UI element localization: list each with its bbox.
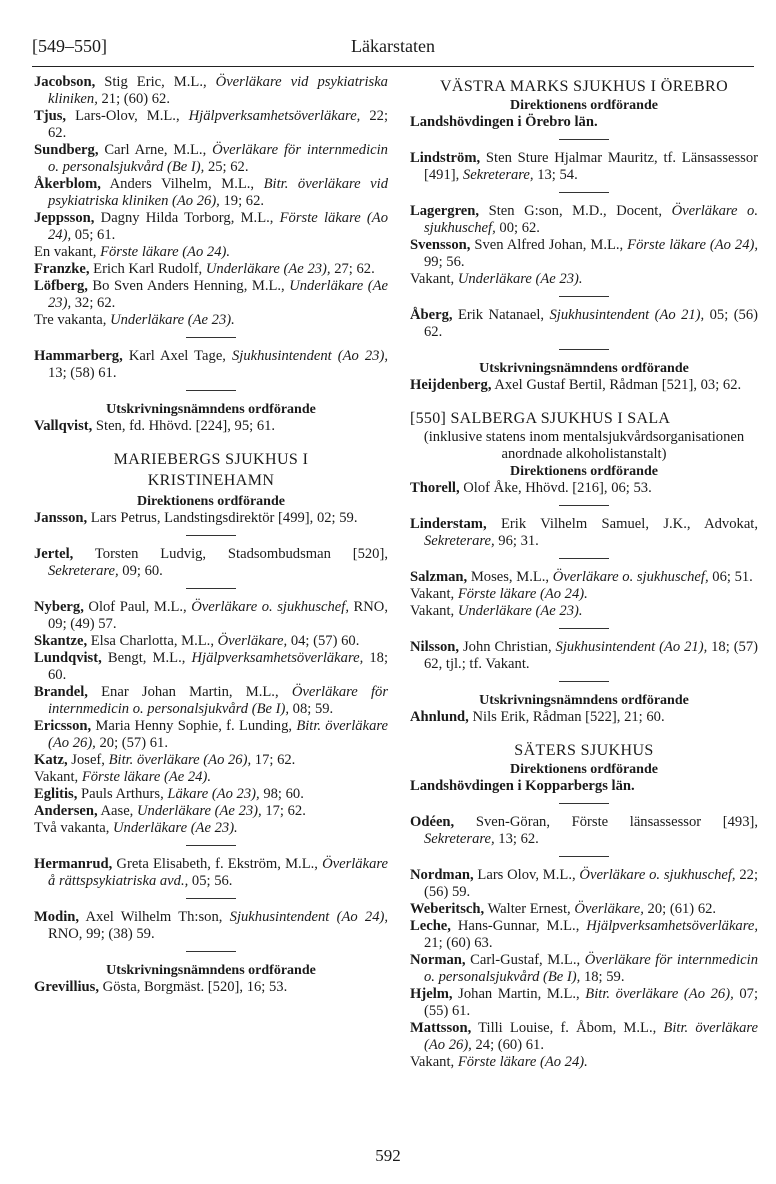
section-subheading: Direktionens ordförande — [137, 494, 285, 509]
divider — [186, 588, 236, 589]
entry-name: Salzman, — [410, 569, 468, 585]
entry-name: Ahnlund, — [410, 709, 469, 725]
entry-role: Överläkare vid psykiatriska kliniken, — [48, 74, 388, 107]
entry-role: Förste läkare (Ao 24), — [48, 210, 388, 243]
entry-rest: Elsa Charlotta, M.L., — [87, 633, 218, 649]
entry-rest: Tilli Louise, f. Åbom, M.L., — [471, 1020, 664, 1036]
entry-rest: En vakant, — [34, 244, 101, 260]
entry-name: Tjus, — [34, 108, 67, 124]
entry-tail: 21; (60) 62. — [97, 91, 170, 107]
entry-text — [34, 820, 388, 837]
entry-rest: Vakant, — [410, 603, 458, 619]
entry-text — [34, 546, 388, 580]
entry-tail: 05; (56) 62. — [424, 307, 759, 340]
page-number: 592 — [375, 1146, 401, 1165]
entry-tail: 99; 56. — [424, 254, 465, 270]
entry-rest: Maria Henny Sophie, f. Lunding, — [91, 718, 297, 734]
divider — [559, 192, 609, 193]
entry-tail: 24; (60) 61. — [471, 1037, 544, 1053]
entry-text — [410, 480, 758, 497]
entry-jertel — [34, 546, 388, 580]
divider — [186, 390, 236, 391]
entry-role: Sekreterare, — [424, 533, 495, 549]
entry-role: Överläkare o. sjukhuschef, — [191, 599, 349, 615]
entry-text — [34, 752, 388, 769]
entry-name: Weberitsch, — [410, 901, 485, 917]
entry-name: Jacobson, — [34, 74, 96, 90]
entry-role: Underläkare (Ae 23). — [457, 271, 583, 287]
entry-text — [410, 1054, 758, 1071]
entry-name: Jeppsson, — [34, 210, 95, 226]
entry-name: Löfberg, — [34, 278, 88, 294]
entry-linderstam — [410, 516, 758, 550]
entry-tail: 17; 62. — [261, 803, 306, 819]
entry-rest: Carl-Gustaf, M.L., — [465, 952, 585, 968]
entry-name: Jansson, — [34, 510, 88, 526]
entry-role: Sekreterare, — [462, 167, 534, 183]
entry-tail: 32; 62. — [71, 295, 116, 311]
entry-modin — [34, 909, 388, 943]
entry-rest: Carl Arne, M.L., — [98, 142, 213, 158]
entry-jansson — [34, 510, 388, 527]
entry-rest: Nils Erik, Rådman [522], 21; 60. — [468, 709, 665, 725]
entry-tail: 18; 60. — [48, 650, 389, 683]
entry-role: Underläkare (Ae 23). — [110, 312, 235, 328]
entry-text — [34, 599, 388, 633]
entry-vallqvist — [34, 418, 388, 435]
divider — [559, 856, 609, 857]
section-title: MARIEBERGS SJUKHUS I — [113, 451, 309, 468]
section-subheading: Utskrivningsnämndens ordförande — [479, 693, 689, 708]
entry-tail: 13; 62. — [494, 831, 539, 847]
entry-rest: Erik Vilhelm Samuel, J.K., Advokat, — [486, 516, 758, 532]
divider — [186, 337, 236, 338]
entry-rest: Tre vakanta, — [34, 312, 111, 328]
entry-role: Förste läkare (Ae 24). — [81, 769, 211, 785]
entry-text — [410, 639, 758, 673]
entry-text — [34, 210, 388, 244]
entry-name: Eglitis, — [34, 786, 78, 802]
entry-name: Franzke, — [34, 261, 90, 277]
entry-name: Katz, — [34, 752, 68, 768]
divider — [559, 628, 609, 629]
entry-rest: Enar Johan Martin, M.L., — [87, 684, 292, 700]
entry-rest: Hans-Gunnar, M.L., — [450, 918, 587, 934]
entry-role: Underläkare (Ae 23), — [48, 278, 388, 311]
entry-rest: Vakant, — [410, 1054, 458, 1070]
entry-name: Lundqvist, — [34, 650, 102, 666]
entry-role: Hjälpverksamhetsöverläkare, — [586, 918, 758, 934]
entry-role: Förste läkare (Ao 24), — [627, 237, 758, 253]
entry-text — [34, 684, 388, 718]
entry-rest: Lars Petrus, Landstingsdirektör [499], 02; 59. — [87, 510, 358, 526]
section-title-cont: KRISTINEHAMN — [147, 472, 275, 489]
section-subheading: Direktionens ordförande — [510, 762, 658, 777]
entry-tail: 00; 62. — [495, 220, 540, 236]
entry-role: Sjukhusintendent (Ao 23), — [232, 348, 388, 364]
section-subheading: Utskrivningsnämndens ordförande — [106, 963, 316, 978]
entry-tail: 20; (61) 62. — [643, 901, 717, 917]
chair-line: Landshövdingen i Örebro län. — [410, 114, 598, 130]
entry-rest: Dagny Hilda Torborg, M.L., — [94, 210, 280, 226]
chair-line: Landshövdingen i Kopparbergs län. — [410, 778, 635, 794]
entry-rest: Torsten Ludvig, Stadsombudsman [520], — [73, 546, 388, 562]
right-column — [410, 74, 758, 1071]
entry-name: Hermanrud, — [34, 856, 113, 872]
entry-text — [410, 709, 758, 726]
entry-role: Förste läkare (Ao 24). — [457, 1054, 588, 1070]
entry-role: Bitr. överläkare (Ao 26), — [48, 718, 388, 751]
section-title: VÄSTRA MARKS SJUKHUS I ÖREBRO — [439, 78, 729, 95]
entry-text — [34, 633, 388, 650]
entry-role: Sjukhusintendent (Ao 21), — [549, 307, 705, 323]
entry-rest: Sven-Göran, Förste länsassessor [493], — [454, 814, 758, 830]
entry-name: Grevillius, — [34, 979, 100, 995]
entry-grevillius — [34, 979, 388, 996]
entry-text — [34, 856, 388, 890]
divider — [186, 951, 236, 952]
entry-rest: Walter Ernest, — [484, 901, 575, 917]
entry-text — [410, 516, 758, 550]
entry-name: Jertel, — [34, 546, 74, 562]
entry-name: Thorell, — [410, 480, 460, 496]
entry-text — [410, 867, 758, 901]
entry-name: Nyberg, — [34, 599, 84, 615]
entry-rest: Två vakanta, — [34, 820, 114, 836]
entry-name: Andersen, — [34, 803, 98, 819]
entry-text — [34, 261, 388, 278]
entry-text — [410, 952, 758, 986]
entry-text — [34, 74, 388, 108]
entry-nilsson — [410, 639, 758, 673]
entry-name: Nilsson, — [410, 639, 460, 655]
running-title: Läkarstaten — [351, 36, 435, 56]
entry-name: Vallqvist, — [34, 418, 93, 434]
entry-group — [410, 203, 758, 288]
entry-role: Bitr. överläkare (Ao 26), — [108, 752, 252, 768]
entry-rest: Olof Åke, Hhövd. [216], 06; 53. — [459, 480, 652, 496]
entry-text — [34, 718, 388, 752]
entry-name: Heijdenberg, — [410, 377, 492, 393]
section-title: SÄTERS SJUKHUS — [514, 742, 654, 759]
entry-tail: 98; 60. — [259, 786, 304, 802]
entry-role: Överläkare o. sjukhuschef, — [552, 569, 709, 585]
entry-text — [410, 307, 758, 341]
entry-group — [34, 599, 388, 837]
entry-role: Överläkare, — [217, 633, 288, 649]
entry-name: Hammarberg, — [34, 348, 123, 364]
entry-role: Förste läkare (Ao 24). — [100, 244, 231, 260]
entry-rest: Erich Karl Rudolf, — [89, 261, 206, 277]
divider — [559, 558, 609, 559]
section-subheading: Utskrivningsnämndens ordförande — [479, 361, 689, 376]
entry-text — [410, 814, 758, 848]
entry-rest: Axel Wilhelm Th:son, — [79, 909, 230, 925]
entry-name: Odéen, — [410, 814, 455, 830]
entry-name: Hjelm, — [410, 986, 453, 1002]
entry-text — [410, 901, 758, 918]
entry-tail: 04; (57) 60. — [287, 633, 360, 649]
entry-rest: Josef, — [67, 752, 109, 768]
entry-tail: 96; 31. — [494, 533, 539, 549]
entry-text — [410, 271, 758, 288]
entry-tail: 22; 62. — [48, 108, 388, 141]
entry-rest: Stig Eric, M.L., — [95, 74, 216, 90]
entry-role: Underläkare (Ae 23). — [457, 603, 583, 619]
entry-role: Överläkare för internmedicin o. personalsjukvård (Be I), — [48, 684, 389, 717]
entry-text — [410, 377, 758, 394]
section-note: (inklusive statens inom mentalsjukvårdsorganisationen anordnade alkoholistanstalt) — [423, 429, 745, 462]
entry-group — [410, 867, 758, 1071]
entry-tail: 25; 62. — [204, 159, 249, 175]
section-title: [550] SALBERGA SJUKHUS I SALA — [410, 410, 671, 427]
entry-text — [34, 244, 388, 261]
entry-name: Lagergren, — [410, 203, 480, 219]
entry-rest: Lars Olov, M.L., — [473, 867, 580, 883]
entry-heijdenberg — [410, 377, 758, 394]
entry-text — [410, 569, 758, 586]
entry-rest: Greta Elisabeth, f. Ekström, M.L., — [112, 856, 323, 872]
entry-text — [410, 1020, 758, 1054]
entry-name: Åberg, — [410, 307, 453, 323]
divider — [186, 845, 236, 846]
entry-rest: Aase, — [97, 803, 137, 819]
divider — [559, 139, 609, 140]
entry-tail: 09; 60. — [118, 563, 163, 579]
entry-text — [34, 979, 388, 996]
entry-role: Sekreterare, — [48, 563, 119, 579]
entry-rest: Lars-Olov, M.L., — [66, 108, 189, 124]
entry-text — [34, 142, 388, 176]
entry-tail: 18; (57) 62, tjl.; tf. Vakant. — [424, 639, 759, 672]
entry-name: Åkerblom, — [34, 176, 101, 192]
entry-text — [34, 803, 388, 820]
entry-ahnlund — [410, 709, 758, 726]
entry-role: Överläkare o. sjukhuschef, — [424, 203, 758, 236]
entry-role: Läkare (Ao 23), — [167, 786, 260, 802]
entry-text — [34, 418, 388, 435]
entry-rest: Pauls Arthurs, — [77, 786, 168, 802]
entry-rest: Bengt, M.L., — [101, 650, 192, 666]
entry-name: Ericsson, — [34, 718, 92, 734]
divider — [559, 505, 609, 506]
entry-name: Linderstam, — [410, 516, 487, 532]
entry-tail: 05; 56. — [188, 873, 233, 889]
entry-text — [34, 348, 388, 382]
entry-tail: 13; 54. — [533, 167, 578, 183]
entry-role: Bitr. överläkare vid psykiatriska kliniken (Ao 26), — [48, 176, 388, 209]
entry-rest: Vakant, — [410, 271, 458, 287]
entry-role: Hjälpverksamhetsöverläkare, — [191, 650, 364, 666]
page-header — [32, 36, 754, 62]
entry-aberg — [410, 307, 758, 341]
entry-tail: 13; (58) 61. — [48, 365, 117, 381]
entry-text — [410, 586, 758, 603]
entry-rest: Erik Natanael, — [452, 307, 550, 323]
entry-tail: 20; (57) 61. — [95, 735, 168, 751]
divider — [559, 681, 609, 682]
entry-rest: Sten, fd. Hhövd. [224], 95; 61. — [92, 418, 276, 434]
entry-role: Överläkare o. sjukhuschef, — [579, 867, 736, 883]
entry-tail: 19; 62. — [219, 193, 265, 209]
entry-rest: Sten G:son, M.D., Docent, — [479, 203, 672, 219]
entry-text — [34, 312, 388, 329]
entry-text — [34, 176, 388, 210]
entry-rest: Olof Paul, M.L., — [83, 599, 192, 615]
entry-tail: 18; 59. — [580, 969, 625, 985]
entry-rest: Vakant, — [34, 769, 82, 785]
divider — [559, 803, 609, 804]
entry-text — [34, 909, 388, 943]
divider — [559, 296, 609, 297]
entry-tail: 17; 62. — [251, 752, 296, 768]
section-subheading: Direktionens ordförande — [510, 464, 658, 479]
entry-tail: 21; (60) 63. — [424, 935, 493, 951]
entry-role: Sjukhusintendent (Ao 21), — [555, 639, 708, 655]
entry-name: Nordman, — [410, 867, 474, 883]
entry-rest: Gösta, Borgmäst. [520], 16; 53. — [99, 979, 288, 995]
entry-tail: 22; (56) 59. — [424, 867, 759, 900]
entry-text — [34, 278, 388, 312]
page-range: [549–550] — [32, 36, 107, 56]
entry-name: Leche, — [410, 918, 451, 934]
entry-thorell — [410, 480, 758, 497]
entry-name: Brandel, — [34, 684, 88, 700]
entry-hammarberg — [34, 348, 388, 382]
entry-text — [34, 108, 388, 142]
entry-name: Lindström, — [410, 150, 481, 166]
entry-text — [410, 986, 758, 1020]
entry-odeen — [410, 814, 758, 848]
entry-tail: RNO, 09; (49) 57. — [48, 599, 388, 632]
entry-rest: Axel Gustaf Bertil, Rådman [521], 03; 62. — [491, 377, 742, 393]
entry-group — [34, 74, 388, 329]
entry-role: Bitr. överläkare (Ao 26), — [424, 1020, 758, 1053]
entry-lindstrom — [410, 150, 758, 184]
entry-tail: 07; (55) 61. — [424, 986, 758, 1019]
entry-role: Överläkare för internmedicin o. personalsjukvård (Be I), — [424, 952, 758, 985]
entry-role: Överläkare, — [574, 901, 644, 917]
entry-role: Bitr. överläkare (Ao 26), — [585, 986, 734, 1002]
entry-text — [410, 918, 758, 952]
entry-name: Mattsson, — [410, 1020, 472, 1036]
entry-name: Svensson, — [410, 237, 471, 253]
entry-role: Underläkare (Ae 23), — [136, 803, 262, 819]
entry-rest: Karl Axel Tage, — [122, 348, 232, 364]
entry-group — [410, 569, 758, 620]
entry-text — [410, 603, 758, 620]
entry-role: Underläkare (Ae 23). — [113, 820, 238, 836]
entry-role: Underläkare (Ae 23), — [205, 261, 331, 277]
entry-role: Sjukhusintendent (Ao 24), — [229, 909, 388, 925]
entry-tail: 06; 51. — [708, 569, 753, 585]
entry-text — [34, 650, 388, 684]
entry-rest: Moses, M.L., — [467, 569, 553, 585]
entry-name: Skantze, — [34, 633, 88, 649]
left-column — [34, 74, 388, 996]
entry-hermanrud — [34, 856, 388, 890]
entry-tail: 27; 62. — [330, 261, 375, 277]
divider — [186, 535, 236, 536]
entry-rest: Vakant, — [410, 586, 458, 602]
header-rule — [32, 66, 754, 67]
entry-role: Överläkare å rättspsykiatriska avd., — [48, 856, 388, 889]
entry-role: Överläkare för internmedicin o. personalsjukvård (Be I), — [48, 142, 388, 175]
divider — [186, 898, 236, 899]
entry-tail: 05; 61. — [71, 227, 116, 243]
section-subheading: Direktionens ordförande — [510, 98, 658, 113]
entry-text — [34, 510, 388, 527]
entry-role: Förste läkare (Ao 24). — [457, 586, 588, 602]
entry-name: Sundberg, — [34, 142, 99, 158]
entry-rest: John Christian, — [459, 639, 556, 655]
entry-role: Sekreterare, — [424, 831, 495, 847]
entry-text — [34, 769, 388, 786]
entry-rest: Bo Sven Anders Henning, M.L., — [87, 278, 290, 294]
entry-role: Hjälpverksamhetsöverläkare, — [188, 108, 361, 124]
entry-text — [410, 150, 758, 184]
entry-text — [410, 237, 758, 271]
entry-text — [410, 203, 758, 237]
entry-text — [34, 786, 388, 803]
entry-rest: Sten Sture Hjalmar Mauritz, tf. Länsassessor [491], — [424, 150, 758, 183]
entry-tail: 08; 59. — [289, 701, 334, 717]
entry-rest: Johan Martin, M.L., — [452, 986, 586, 1002]
entry-rest: Sven Alfred Johan, M.L., — [470, 237, 628, 253]
section-subheading: Utskrivningsnämndens ordförande — [106, 402, 316, 417]
entry-name: Norman, — [410, 952, 466, 968]
entry-name: Modin, — [34, 909, 80, 925]
divider — [559, 349, 609, 350]
entry-tail: RNO, 99; (38) 59. — [48, 926, 155, 942]
entry-rest: Anders Vilhelm, M.L., — [100, 176, 264, 192]
